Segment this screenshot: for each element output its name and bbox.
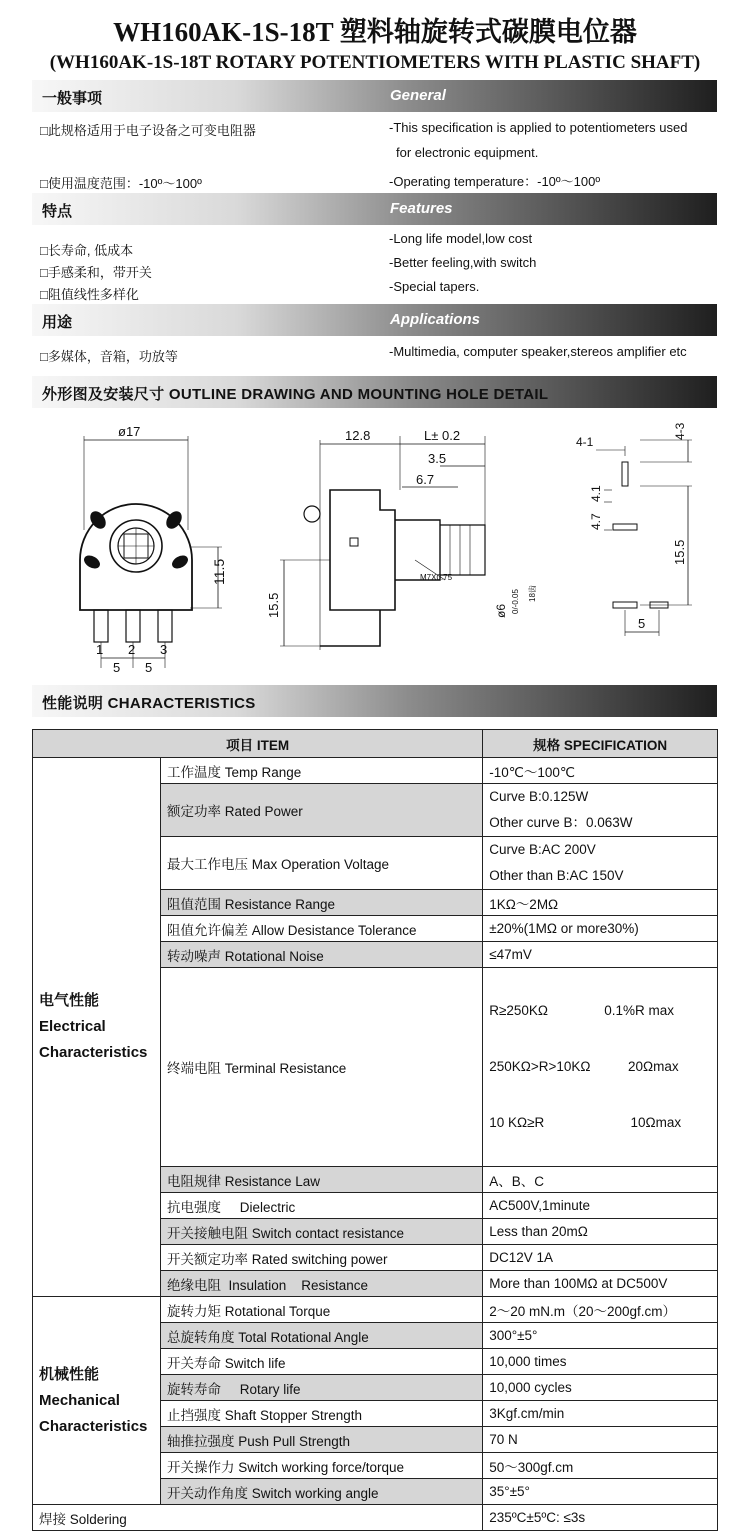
table-row <box>33 1297 718 1323</box>
spec-line: R≥250KΩ 0.1%R max <box>489 1003 675 1018</box>
side-view <box>280 436 485 650</box>
dim-thread: M7X0.75 <box>420 573 453 582</box>
spec-cell: 10,000 cycles <box>483 1375 718 1401</box>
item-cell: 工作温度 Temp Range <box>160 758 482 784</box>
characteristics-table <box>32 729 718 1531</box>
mechanical-cn: 机械性能 <box>39 1365 100 1383</box>
table-head-spec: 规格 SPECIFICATION <box>483 730 718 758</box>
dim-teeth: 18齿 <box>528 585 537 602</box>
mechanical-en2: Characteristics <box>39 1417 148 1435</box>
item-cell: 阻值允许偏差 Allow Desistance Tolerance <box>160 916 482 942</box>
spec-line: 10 KΩ≥R 10Ωmax <box>489 1115 682 1130</box>
dim-15-5-hole: 15.5 <box>672 539 687 565</box>
title-english: (WH160AK-1S-18T ROTARY POTENTIOMETERS WITH PLASTIC SHAFT) <box>49 52 701 73</box>
spec-cell: Less than 20mΩ <box>483 1219 718 1245</box>
applications-cn-label: 用途 <box>42 314 73 331</box>
table-row <box>33 1505 718 1531</box>
spec-cell: ±20%(1MΩ or more30%) <box>483 916 718 942</box>
item-cell: 开关寿命 Switch life <box>160 1349 482 1375</box>
general-en-item: -This specification is applied to potentiometers used <box>389 120 688 135</box>
item-cell: 开关操作力 Switch working force/torque <box>160 1453 482 1479</box>
electrical-body <box>33 758 718 1297</box>
applications-en-label: Applications <box>390 311 481 328</box>
mechanical-en1: Mechanical <box>39 1391 120 1409</box>
item-cell: 开关动作角度 Switch working angle <box>160 1479 482 1505</box>
characteristics-label: 性能说明 CHARACTERISTICS <box>42 695 256 712</box>
pin-1: 1 <box>96 642 104 657</box>
mechanical-body <box>33 1297 718 1531</box>
dim-h15-5: 15.5 <box>266 592 281 618</box>
applications-header-bar <box>32 304 717 336</box>
electrical-group <box>33 758 161 1297</box>
dim-12-8: 12.8 <box>345 428 371 443</box>
dim-4-1: 4-1 <box>576 435 594 449</box>
item-cell: 抗电强度 Dielectric <box>160 1193 482 1219</box>
general-header-bar <box>32 80 717 112</box>
dim-d17: ø17 <box>118 424 141 439</box>
general-cn-label: 一般事项 <box>42 90 103 107</box>
spec-cell: 70 N <box>483 1427 718 1453</box>
spec-cell: 10,000 times <box>483 1349 718 1375</box>
item-cell: 开关接触电阻 Switch contact resistance <box>160 1219 482 1245</box>
dim-6-7: 6.7 <box>416 472 435 487</box>
applications-cn-item: □多媒体，音箱，功放等 <box>40 349 178 364</box>
electrical-en2: Characteristics <box>39 1044 148 1061</box>
outline-label: 外形图及安装尺寸 OUTLINE DRAWING AND MOUNTING HOLE DETAIL <box>42 386 549 403</box>
spec-cell: 35°±5° <box>483 1479 718 1505</box>
applications-en-item: -Multimedia, computer speaker,stereos amplifier etc <box>389 344 687 359</box>
spec-cell: 300°±5° <box>483 1323 718 1349</box>
dim-4-7: 4.7 <box>589 513 603 530</box>
dim-s5a: 5 <box>113 660 121 675</box>
spec-cell: AC500V,1minute <box>483 1193 718 1219</box>
general-cn-item: □此规格适用于电子设备之可变电阻器 <box>40 123 256 138</box>
soldering-spec: 235ºC±5ºC: ≤3s <box>483 1505 718 1531</box>
spec-line: Other curve B：0.063W <box>489 815 633 830</box>
dim-l-tol: L± 0.2 <box>424 428 461 443</box>
general-cn-item: □使用温度范围：-10º～100º <box>40 176 202 191</box>
general-en-item: for electronic equipment. <box>396 145 539 160</box>
pin-2: 2 <box>128 642 136 657</box>
spec-line: 250KΩ>R>10KΩ 20Ωmax <box>489 1059 679 1074</box>
item-cell: 转动噪声 Rotational Noise <box>160 942 482 968</box>
characteristics-header-bar <box>32 685 717 717</box>
dim-3-5: 3.5 <box>428 451 447 466</box>
dim-shaft: ø6 <box>494 603 508 618</box>
spec-line: Curve B:0.125W <box>489 789 589 804</box>
spec-line: Curve B:AC 200V <box>489 842 596 857</box>
outline-header-bar <box>32 376 717 408</box>
table-head-item: 项目 ITEM <box>33 730 483 758</box>
item-cell: 阻值范围 Resistance Range <box>160 890 482 916</box>
item-cell: 总旋转角度 Total Rotational Angle <box>160 1323 482 1349</box>
title-chinese: WH160AK-1S-18T 塑料轴旋转式碳膜电位器 <box>113 17 637 47</box>
features-cn-item: □手感柔和，带开关 <box>40 265 152 280</box>
features-cn-item: □长寿命, 低成本 <box>40 243 134 258</box>
spec-cell: More than 100MΩ at DC500V <box>483 1271 718 1297</box>
features-cn-item: □阻值线性多样化 <box>40 287 139 302</box>
item-cell: 轴推拉强度 Push Pull Strength <box>160 1427 482 1453</box>
item-cell: 止挡强度 Shaft Stopper Strength <box>160 1401 482 1427</box>
features-cn-label: 特点 <box>42 203 73 220</box>
mechanical-group <box>33 1297 161 1505</box>
item-cell: 终端电阻 Terminal Resistance <box>160 968 482 1167</box>
dim-4-1v: 4.1 <box>589 485 603 502</box>
outline-drawing <box>0 410 750 680</box>
features-en-item: -Better feeling,with switch <box>389 255 537 270</box>
item-cell: 额定功率 Rated Power <box>160 784 482 837</box>
item-cell: 开关额定功率 Rated switching power <box>160 1245 482 1271</box>
item-cell: 旋转寿命 Rotary life <box>160 1375 482 1401</box>
spec-cell: 50～300gf.cm <box>483 1453 718 1479</box>
table-row <box>33 758 718 784</box>
pin-3: 3 <box>160 642 168 657</box>
spec-line: Other than B:AC 150V <box>489 868 624 883</box>
general-en-item: -Operating temperature：-10º～100º <box>389 174 601 189</box>
spec-cell: 1KΩ～2MΩ <box>483 890 718 916</box>
item-cell: 最大工作电压 Max Operation Voltage <box>160 837 482 890</box>
item-cell: 电阻规律 Resistance Law <box>160 1167 482 1193</box>
electrical-en1: Electrical <box>39 1018 106 1035</box>
dim-h11-5: 11.5 <box>211 558 227 585</box>
item-cell: 旋转力矩 Rotational Torque <box>160 1297 482 1323</box>
electrical-cn: 电气性能 <box>39 992 100 1009</box>
spec-cell: ≤47mV <box>483 942 718 968</box>
features-header-bar <box>32 193 717 225</box>
front-view <box>80 436 222 668</box>
general-en-label: General <box>390 87 446 104</box>
dim-4-3: 4-3 <box>673 422 687 440</box>
mounting-hole-view <box>596 440 692 636</box>
features-en-item: -Special tapers. <box>389 279 480 294</box>
spec-cell: A、B、C <box>483 1167 718 1193</box>
spec-cell: -10℃～100℃ <box>483 758 718 784</box>
dim-shaft-tol: 0/-0.05 <box>511 589 520 614</box>
features-en-item: -Long life model,low cost <box>389 231 533 246</box>
features-en-label: Features <box>390 200 453 217</box>
spec-cell: 3Kgf.cm/min <box>483 1401 718 1427</box>
spec-cell: 2～20 mN.m（20～200gf.cm） <box>483 1297 718 1323</box>
dim-s5b: 5 <box>145 660 153 675</box>
dim-5-hole: 5 <box>638 616 646 631</box>
spec-cell <box>483 784 718 837</box>
spec-cell: DC12V 1A <box>483 1245 718 1271</box>
spec-cell <box>483 968 718 1167</box>
item-cell: 绝缘电阻 Insulation Resistance <box>160 1271 482 1297</box>
soldering-item: 焊接 Soldering <box>33 1505 483 1531</box>
spec-cell <box>483 837 718 890</box>
